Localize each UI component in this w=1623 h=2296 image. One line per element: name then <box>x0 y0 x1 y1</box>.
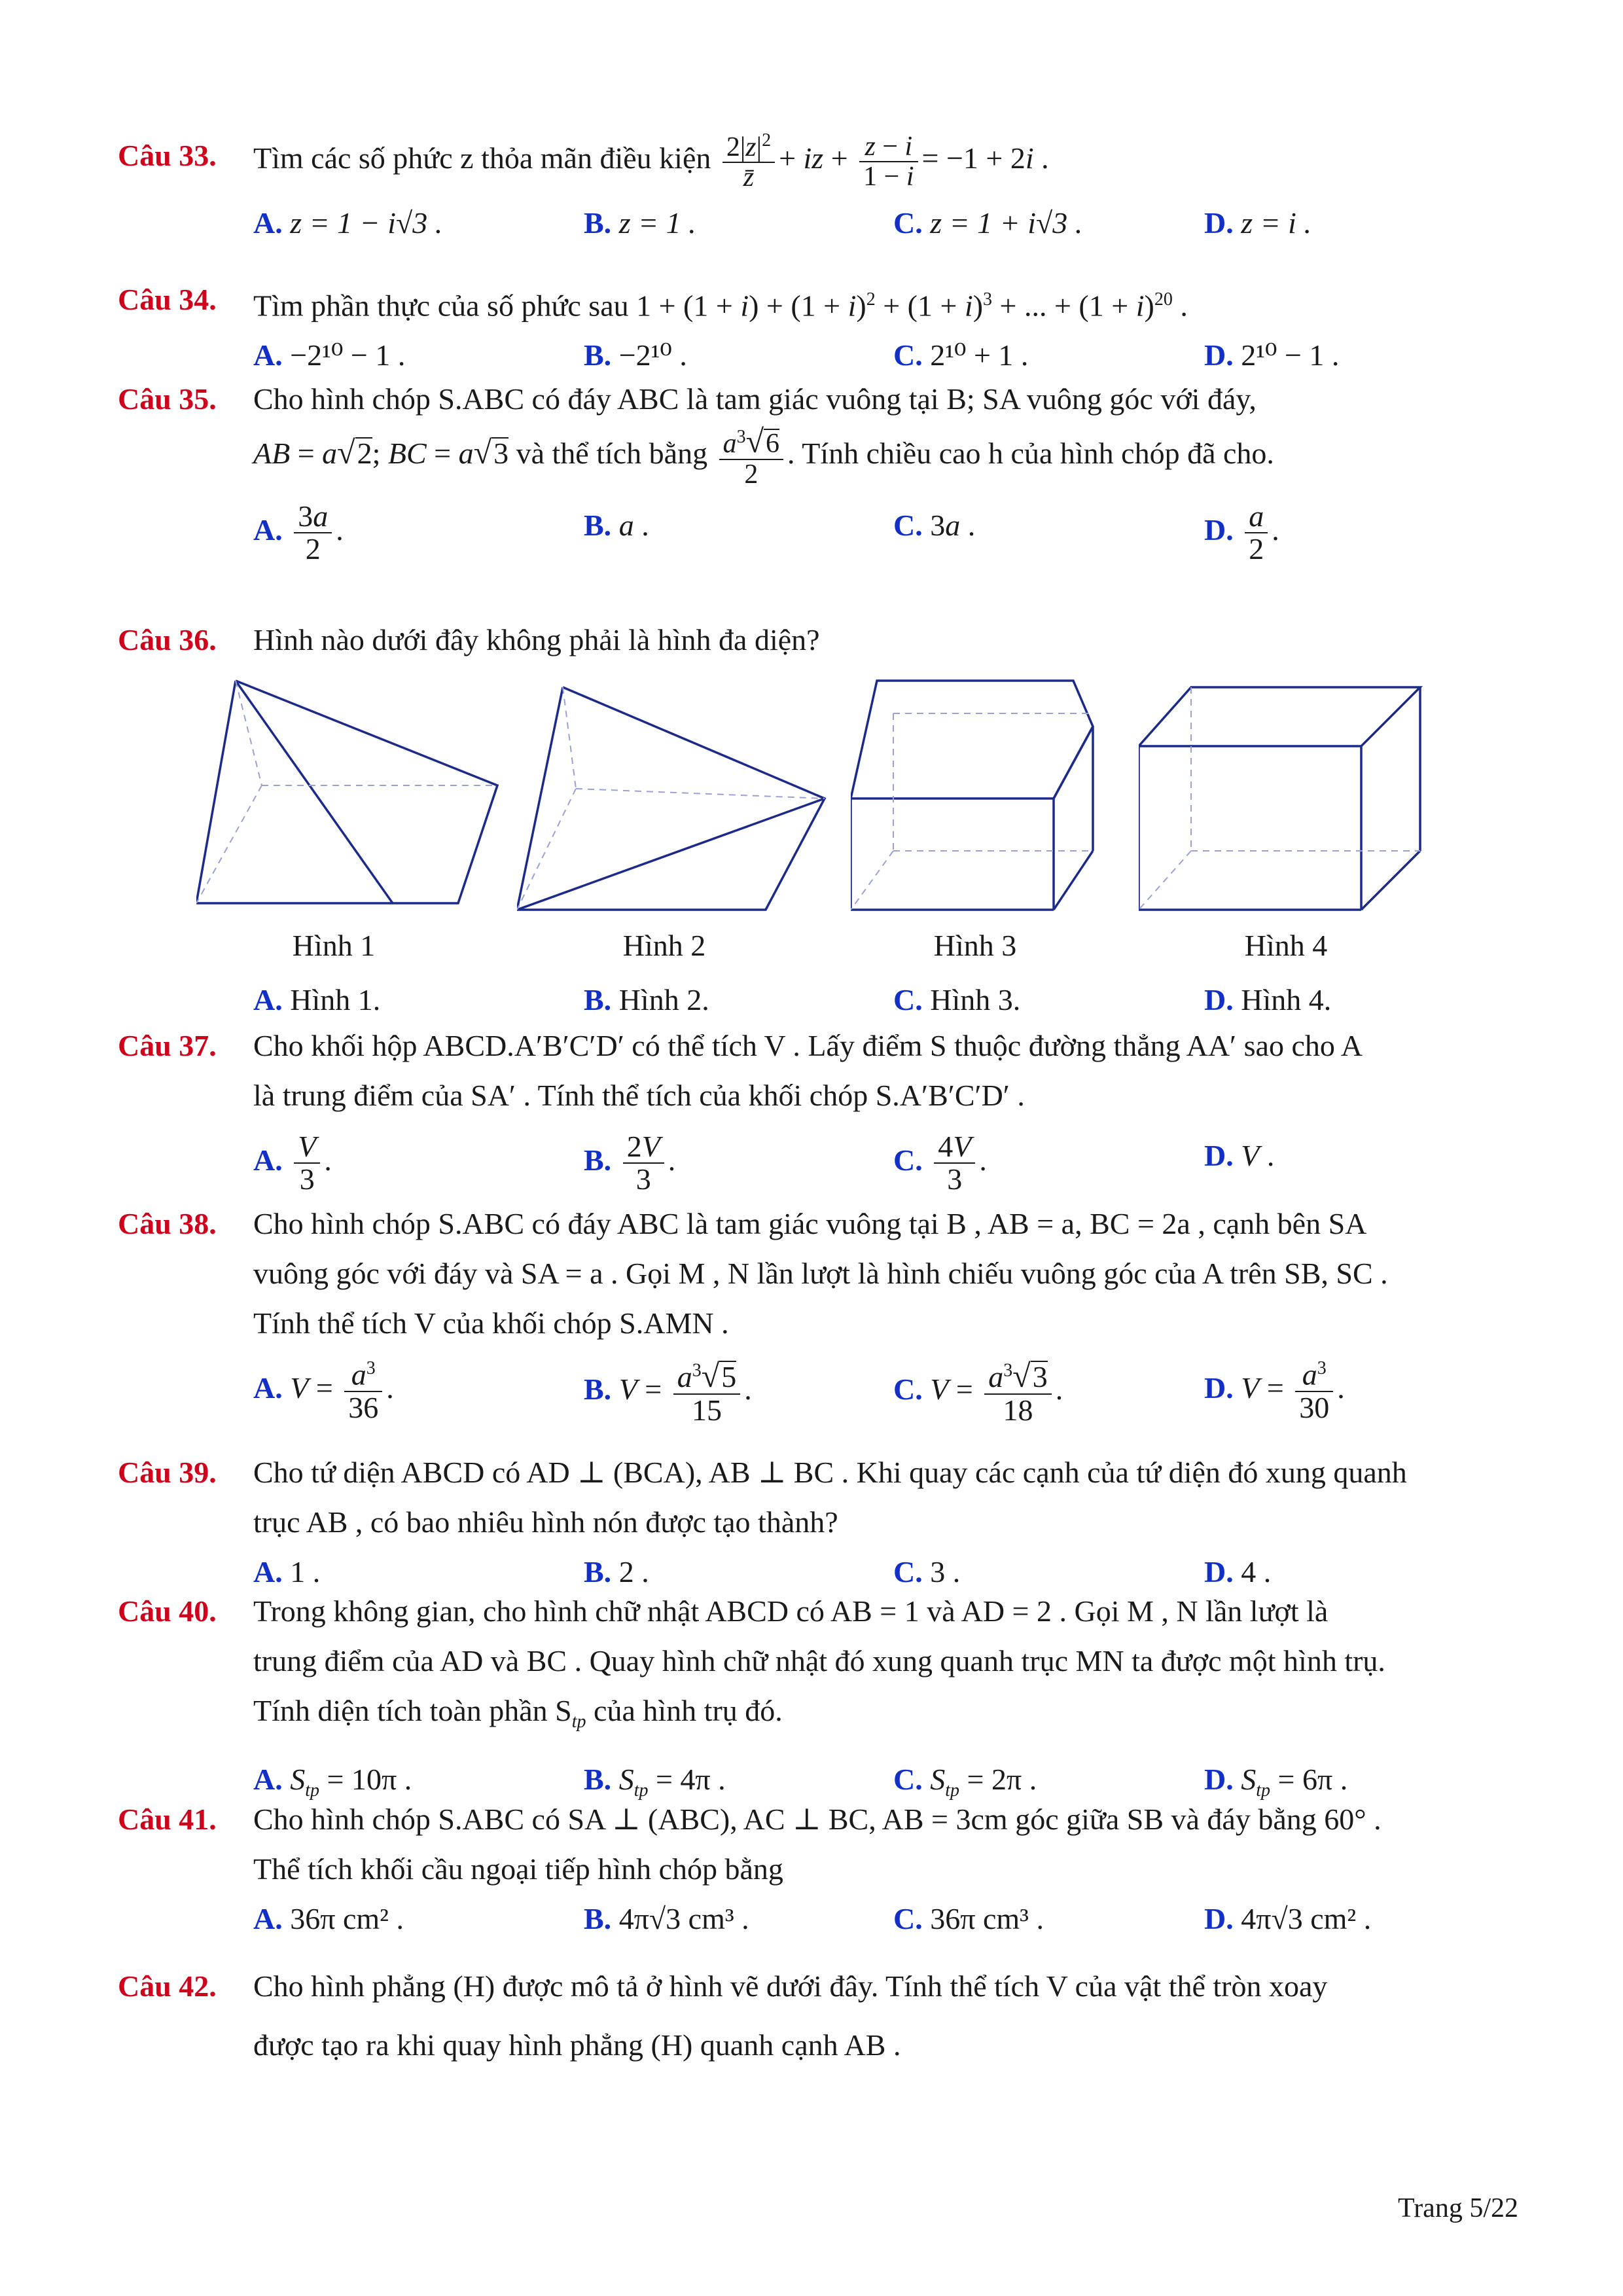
option-c[interactable]: C. 3 . <box>893 1555 961 1588</box>
option-d[interactable]: D. 2¹⁰ − 1 . <box>1204 338 1340 372</box>
option-b[interactable]: B. Hình 2. <box>584 983 709 1016</box>
option-c[interactable]: C. 36π cm³ . <box>893 1902 1044 1935</box>
options-row <box>118 1894 1525 1944</box>
question-37 <box>118 1021 1525 1203</box>
question-text: Cho hình chóp S.ABC có đáy ABC là tam giác vuông tại B; SA vuông góc với đáy, AB = a√2; BC = a√3 và thể tích bằng $\frac{a^3√6}{2}$ . Tính chiều cao h của hình chóp đã cho. <box>253 382 1274 490</box>
option-c[interactable]: C. 2¹⁰ + 1 . <box>893 338 1029 372</box>
option-b[interactable]: B. 4π√3 cm³ . <box>584 1902 749 1935</box>
option-a[interactable]: A. Hình 1. <box>253 983 381 1016</box>
figure-1-caption: Hình 1 <box>292 929 376 962</box>
option-a[interactable]: A. 1 . <box>253 1555 321 1588</box>
figure-4 <box>1139 681 1427 916</box>
question-33 <box>118 131 1525 248</box>
figure-3-caption: Hình 3 <box>933 929 1017 962</box>
options-row <box>118 975 1525 1025</box>
option-b[interactable]: B. $S_{tp} = 4\pi$ . <box>584 1763 726 1801</box>
options-row <box>118 331 1525 380</box>
option-d[interactable]: D. V . <box>1204 1139 1275 1172</box>
option-d[interactable]: D. Hình 4. <box>1204 983 1332 1016</box>
option-a[interactable]: A. z = 1 − i√3 . <box>253 206 443 240</box>
question-label: Câu 42. <box>118 1969 217 2003</box>
question-36 <box>118 615 1525 665</box>
question-text: Trong không gian, cho hình chữ nhật ABCD có AB = 1 và AD = 2 . Gọi M , N lần lượt là trung điểm của AD và BC . Quay hình chữ nhật đó xung quanh trục MN ta được một hình trụ. Tính diện tích toàn phần $S_{tp}$ của hình trụ đó. <box>253 1594 1385 1732</box>
question-38 <box>118 1199 1525 1431</box>
option-c[interactable]: C. $\frac{4V}{3}$ . <box>893 1130 987 1196</box>
option-b[interactable]: B. −2¹⁰ . <box>584 338 687 372</box>
figure-4-caption: Hình 4 <box>1244 929 1328 962</box>
option-d[interactable]: D. 4 . <box>1204 1555 1272 1588</box>
question-label: Câu 33. <box>118 139 217 172</box>
question-label: Câu 34. <box>118 283 217 316</box>
question-label: Câu 35. <box>118 382 217 416</box>
option-d[interactable]: D. 4π√3 cm² . <box>1204 1902 1372 1935</box>
figure-1 <box>196 668 504 916</box>
option-b[interactable]: B. $\frac{2V}{3}$ . <box>584 1130 676 1196</box>
question-40 <box>118 1587 1525 1804</box>
option-c[interactable]: C. $S_{tp} = 2\pi$ . <box>893 1763 1037 1801</box>
option-d[interactable]: D. V = $\frac{a^3}{30}$ . <box>1204 1357 1345 1424</box>
options-row <box>118 501 1525 573</box>
question-label: Câu 40. <box>118 1594 217 1628</box>
option-c[interactable]: C. 3a . <box>893 508 976 542</box>
question-label: Câu 38. <box>118 1207 217 1240</box>
question-text: Cho hình chóp S.ABC có đáy ABC là tam giác vuông tại B , AB = a, BC = 2a , cạnh bên SA vuông góc với đáy và SA = a . Gọi M , N lần lượt là hình chiếu vuông góc của A trên SB, SC . Tính thể tích V của khối chóp S.AMN . <box>253 1207 1388 1340</box>
option-d[interactable]: D. z = i . <box>1204 206 1311 240</box>
option-b[interactable]: B. V = $\frac{a^3√5}{15}$ . <box>584 1357 752 1427</box>
figure-2-caption: Hình 2 <box>622 929 706 962</box>
option-a[interactable]: A. −2¹⁰ − 1 . <box>253 338 406 372</box>
question-label: Câu 41. <box>118 1803 217 1836</box>
option-c[interactable]: C. V = $\frac{a^3√3}{18}$ . <box>893 1357 1063 1427</box>
question-text: Hình nào dưới đây không phải là hình đa diện? <box>253 623 820 656</box>
option-b[interactable]: B. a . <box>584 508 649 542</box>
options-row <box>118 1131 1525 1203</box>
figure-2 <box>517 674 831 916</box>
page-number: Trang 5/22 <box>1398 2193 1518 2223</box>
question-label: Câu 36. <box>118 623 217 656</box>
option-a[interactable]: A. 36π cm² . <box>253 1902 404 1935</box>
option-b[interactable]: B. z = 1 . <box>584 206 696 240</box>
question-text: Cho tứ diện ABCD có AD ⊥ (BCA), AB ⊥ BC . Khi quay các cạnh của tứ diện đó xung quanh trục AB , có bao nhiêu hình nón được tạo thành? <box>253 1456 1407 1539</box>
question-label: Câu 37. <box>118 1029 217 1062</box>
option-d[interactable]: D. $S_{tp} = 6\pi$ . <box>1204 1763 1348 1801</box>
option-b[interactable]: B. 2 . <box>584 1555 649 1588</box>
question-39 <box>118 1448 1525 1597</box>
option-a[interactable]: A. $\frac{3a}{2}$ . <box>253 499 344 565</box>
question-label: Câu 39. <box>118 1456 217 1489</box>
question-35 <box>118 374 1525 573</box>
option-c[interactable]: C. z = 1 + i√3 . <box>893 206 1083 240</box>
question-42 <box>118 1957 1525 2075</box>
question-34 <box>118 275 1525 380</box>
question-text: Cho hình chóp S.ABC có SA ⊥ (ABC), AC ⊥ BC, AB = 3cm góc giữa SB và đáy bằng 60° . Thể tích khối cầu ngoại tiếp hình chóp bằng <box>253 1803 1382 1886</box>
option-a[interactable]: A. $\frac{V}{3}$ . <box>253 1130 332 1196</box>
option-c[interactable]: C. Hình 3. <box>893 983 1021 1016</box>
figure-3 <box>851 674 1132 916</box>
question-41 <box>118 1795 1525 1944</box>
formula-fraction: $\frac{2|z|^2}{z̄}$ <box>722 131 775 192</box>
options-row <box>118 1359 1525 1431</box>
question-36-options <box>118 975 1525 1025</box>
options-row <box>118 198 1525 248</box>
option-d[interactable]: D. $\frac{a}{2}$ . <box>1204 499 1279 565</box>
formula-fraction: $\frac{z - i}{1 - i}$ <box>859 132 918 191</box>
question-text: Tìm phần thực của số phức sau $1 + (1 + i) + (1 + i)^2 + (1 + i)^3$ + ... + $(1 + i)^{20}$ . <box>253 289 1188 323</box>
question-text: Cho hình phẳng (H) được mô tả ở hình vẽ dưới đây. Tính thể tích V của vật thể tròn xoay được tạo ra khi quay hình phẳng (H) quanh cạnh AB . <box>253 1969 1328 2062</box>
option-a[interactable]: A. $S_{tp} = 10\pi$ . <box>253 1763 412 1801</box>
question-text: Cho khối hộp ABCD.A′B′C′D′ có thể tích V . Lấy điểm S thuộc đường thẳng AA′ sao cho A là trung điểm của SA′ . Tính thể tích của khối chóp S.A′B′C′D′ . <box>253 1029 1363 1112</box>
question-text: Tìm các số phức z thỏa mãn điều kiện $\frac{2|z|^2}{z̄}$ + iz + $\frac{z - i}{1 - i}$ = −1 + 2i . <box>253 130 1049 193</box>
option-a[interactable]: A. V = $\frac{a^3}{36}$ . <box>253 1357 394 1424</box>
